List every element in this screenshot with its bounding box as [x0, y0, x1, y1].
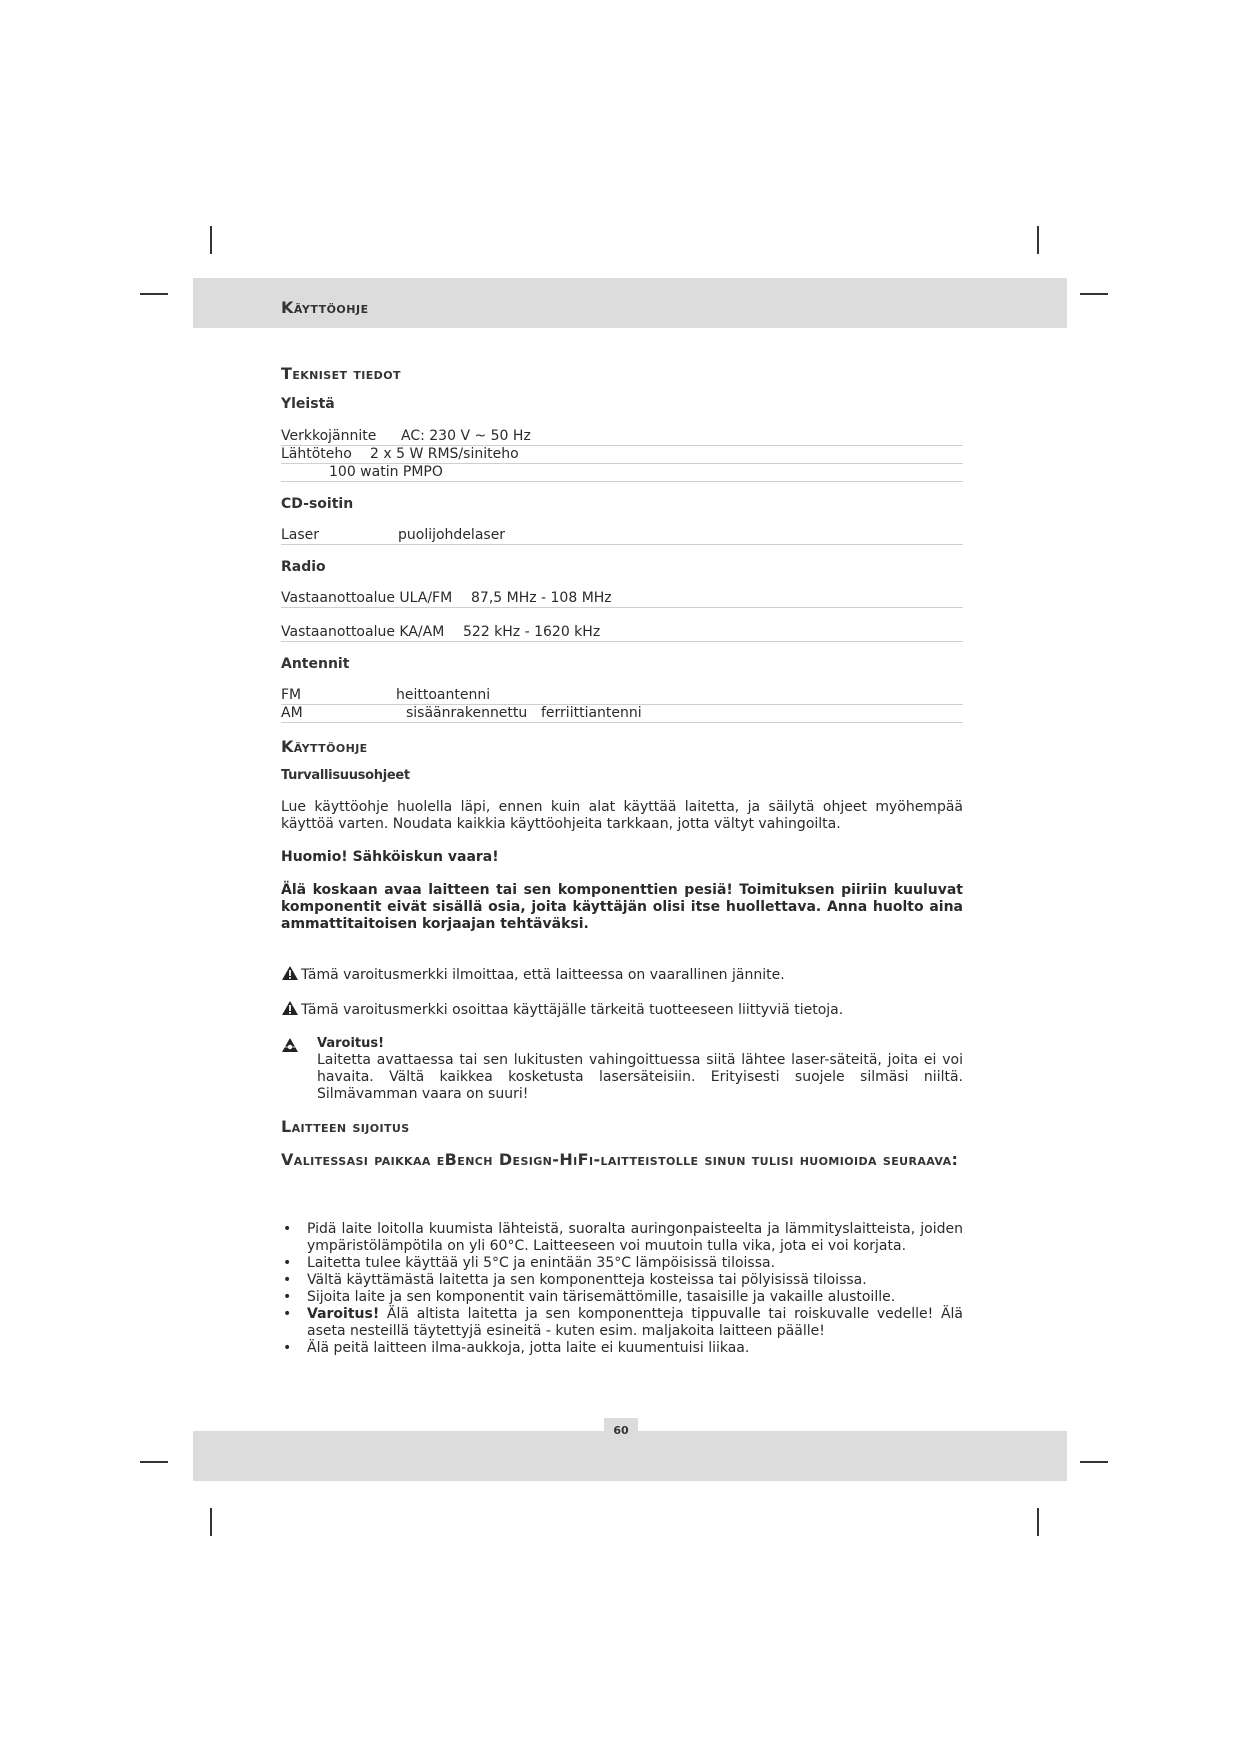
subheading-general: Yleistä	[281, 396, 335, 412]
spec-label: Laser	[281, 527, 320, 543]
list-item: • Sijoita laite ja sen komponentit vain tärisemättömille, tasaisille ja vakaille alustoille.	[281, 1289, 963, 1306]
section-title-placement: Laitteen sijoitus	[281, 1117, 410, 1136]
spec-value: 2 x 5 W RMS/siniteho	[370, 446, 519, 462]
warning-info	[281, 1000, 963, 1019]
subheading-radio: Radio	[281, 559, 326, 575]
subheading-safety: Turvallisuusohjeet	[281, 768, 410, 783]
spec-row	[281, 527, 963, 545]
list-item-text: Älä altista laitetta ja sen komponentteja tippuvalle tai roiskuvalle vedelle! Älä aseta nesteillä täytettyjä esineitä - kuten esim. maljakoita laitteen päälle!	[307, 1306, 963, 1339]
placement-list	[281, 1221, 963, 1357]
subheading-cd: CD-soitin	[281, 496, 354, 512]
spec-row	[281, 446, 963, 464]
spec-label: FM	[281, 687, 302, 703]
placement-subtitle: Valitessasi paikkaa eBench Design-HiFi-laitteistolle sinun tulisi huomioida seuraava:	[281, 1150, 959, 1169]
list-item: • Älä peitä laitteen ilma-aukkoja, jotta laite ei kuumentuisi liikaa.	[281, 1340, 963, 1357]
spec-row	[281, 464, 963, 482]
spec-value: 87,5 MHz - 108 MHz	[471, 590, 612, 606]
spec-value: puolijohdelaser	[398, 527, 506, 543]
list-item-bold: Varoitus!	[307, 1306, 380, 1322]
spec-label: Verkkojännite	[281, 428, 377, 444]
spec-row	[281, 428, 963, 446]
caution-title: Varoitus!	[317, 1036, 385, 1051]
crop-mark	[1080, 1461, 1108, 1463]
spec-value: ferriittiantenni	[541, 705, 642, 721]
crop-mark	[140, 293, 168, 295]
spec-label: AM	[281, 705, 303, 721]
spec-table-antennas	[281, 687, 963, 723]
page-number: 60	[604, 1418, 638, 1444]
intro-paragraph: Lue käyttöohje huolella läpi, ennen kuin alat käyttää laitetta, ja säilytä ohjeet myöhempää käyttöä varten. Noudata kaikkia käyttöohjeita tarkkaan, jotta vältyt vahingoilta.	[281, 799, 963, 832]
spec-label: Vastaanottoalue KA/AM	[281, 624, 445, 640]
spec-value: 522 kHz - 1620 kHz	[463, 624, 601, 640]
spec-value: sisäänrakennettu	[406, 705, 528, 721]
section-title-manual: Käyttöohje	[281, 737, 368, 756]
page-content	[281, 360, 963, 1357]
subheading-antennas: Antennit	[281, 656, 350, 672]
caution-text: Laitetta avattaessa tai sen lukitusten vahingoittuessa siitä lähtee laser-säteitä, joita ei voi havaita. Vältä kaikkea kosketusta lasersäteisiin. Erityisesti suojele silmäsi niiltä. Silmävamman vaara on suuri!	[317, 1052, 963, 1102]
spec-value: heittoantenni	[396, 687, 491, 703]
spec-label: Vastaanottoalue ULA/FM	[281, 590, 453, 606]
spec-table-general	[281, 428, 963, 482]
spec-row	[281, 687, 963, 705]
page-header-title: Käyttöohje	[281, 298, 369, 317]
warning-text: Tämä varoitusmerkki ilmoittaa, että laitteessa on vaarallinen jännite.	[301, 967, 785, 983]
spec-value: AC: 230 V ~ 50 Hz	[401, 428, 531, 444]
spec-row	[281, 624, 963, 642]
spec-table-cd	[281, 527, 963, 545]
laser-warning-icon	[281, 1037, 299, 1053]
section-title-tech: Tekniset tiedot	[281, 364, 401, 383]
header-band	[193, 278, 1067, 328]
crop-mark	[1080, 293, 1108, 295]
crop-mark	[210, 226, 212, 254]
shock-title: Huomio! Sähköiskun vaara!	[281, 849, 499, 865]
list-item: • Laitetta tulee käyttää yli 5°C ja enintään 35°C lämpöisissä tiloissa.	[281, 1255, 963, 1272]
spec-label: Lähtöteho	[281, 446, 352, 462]
list-item	[281, 1306, 963, 1340]
warning-voltage	[281, 965, 963, 984]
crop-mark	[1037, 226, 1039, 254]
spec-value: 100 watin PMPO	[329, 464, 443, 480]
spec-row	[281, 590, 963, 608]
warning-triangle-icon	[281, 965, 299, 981]
spec-row	[281, 705, 963, 723]
spec-table-radio	[281, 590, 963, 642]
list-item: • Pidä laite loitolla kuumista lähteistä, suoralta auringonpaisteelta ja lämmityslaitteista, joiden ympäristölämpötila on yli 60°C. Laitteeseen voi muutoin tulla vika, jota ei voi korjata.	[281, 1221, 963, 1255]
shock-paragraph: Älä koskaan avaa laitteen tai sen komponenttien pesiä! Toimituksen piiriin kuuluvat komponentit eivät sisällä osia, joita käyttäjän olisi itse huollettava. Anna huolto aina ammattitaitoisen korjaajan tehtäväksi.	[281, 882, 963, 932]
crop-mark	[140, 1461, 168, 1463]
warning-text: Tämä varoitusmerkki osoittaa käyttäjälle tärkeitä tuotteeseen liittyviä tietoja.	[301, 1002, 844, 1018]
crop-mark	[210, 1508, 212, 1536]
list-item: • Vältä käyttämästä laitetta ja sen komponentteja kosteissa tai pölyisissä tiloissa.	[281, 1272, 963, 1289]
warning-triangle-icon	[281, 1000, 299, 1016]
crop-mark	[1037, 1508, 1039, 1536]
laser-caution	[281, 1035, 963, 1103]
